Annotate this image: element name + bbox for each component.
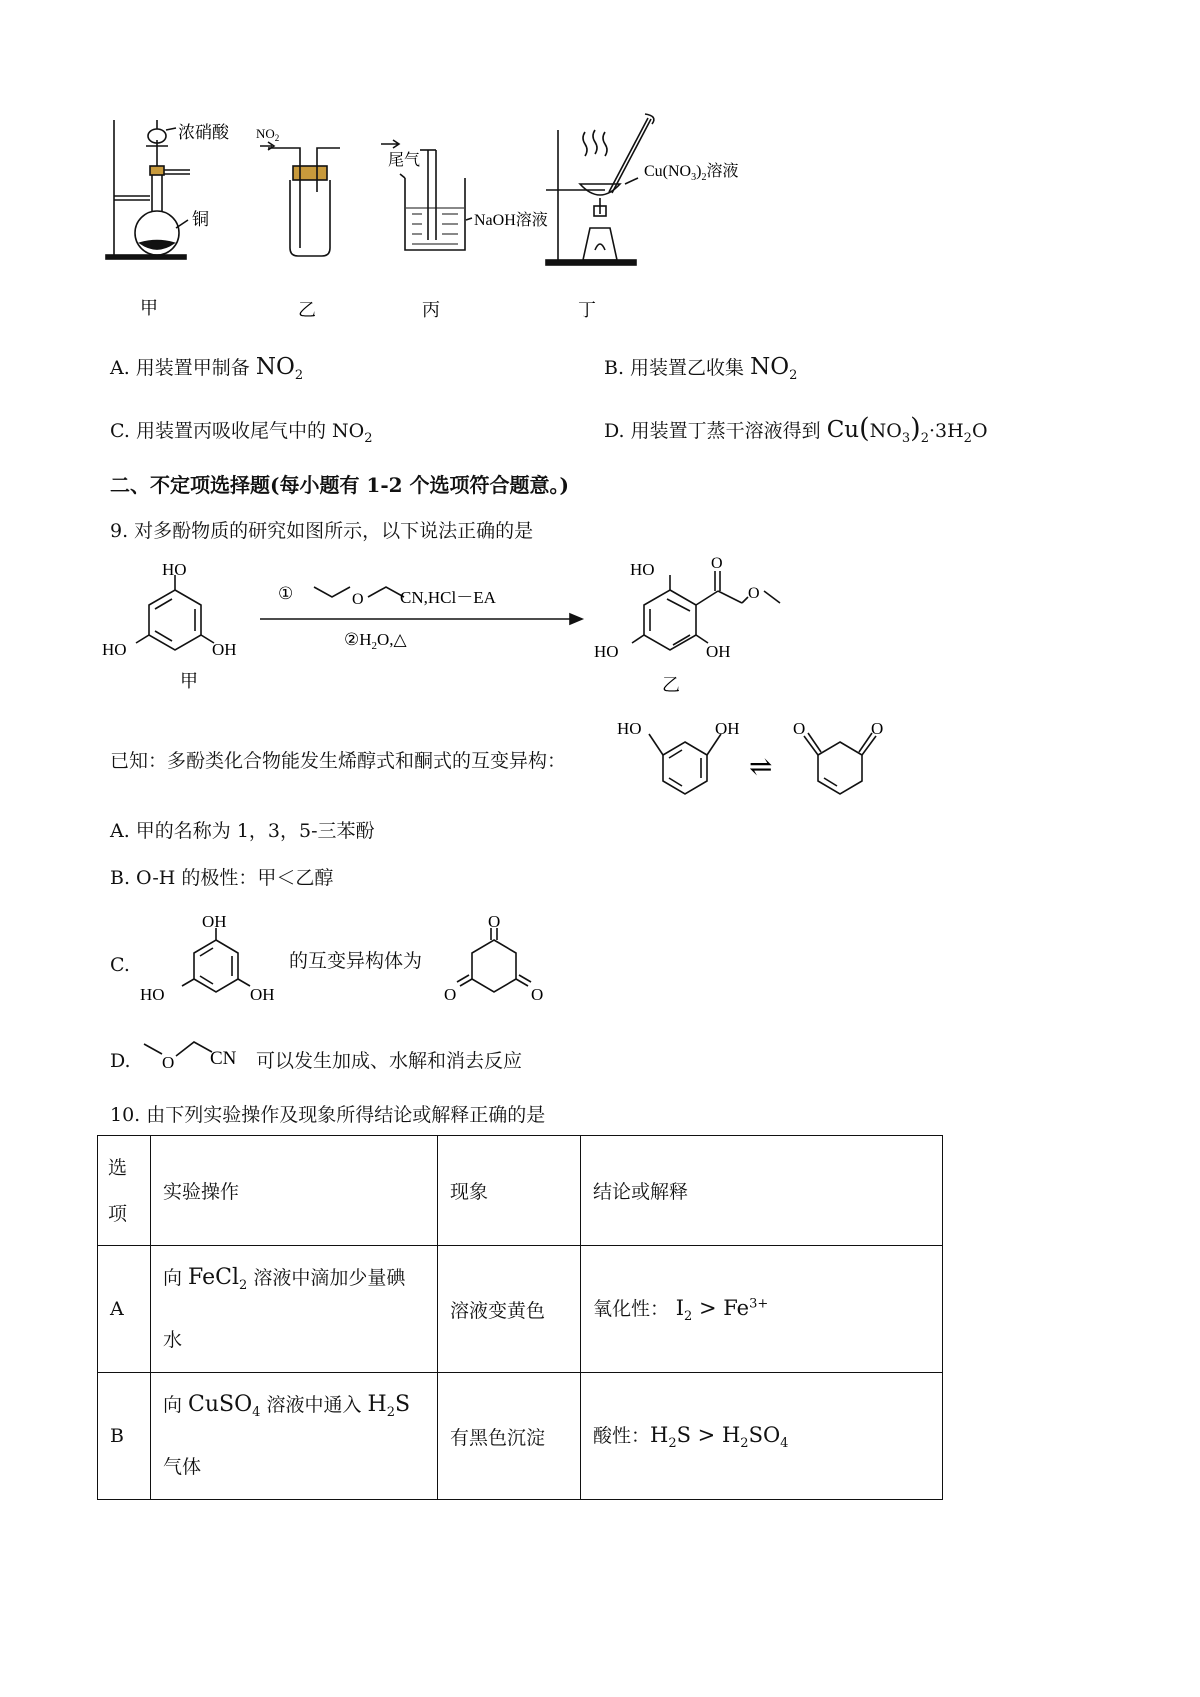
row-a-operation: 向 FeCl$_2$ 溶液中滴加少量碘 水	[151, 1246, 438, 1373]
apparatus-ding	[546, 114, 654, 265]
label-naoh-solution: NaOH溶液	[474, 212, 548, 229]
yi-carbonyl-o: O	[711, 555, 723, 572]
c-oh-top: OH	[202, 912, 227, 931]
table-header-row	[98, 1136, 943, 1246]
header-operation: 实验操作	[151, 1136, 438, 1246]
apparatus-name-bing: 丙	[422, 300, 440, 320]
q9-known: 已知：多酚类化合物能发生烯醇式和酮式的互变异构：	[110, 750, 567, 772]
table-row	[98, 1246, 943, 1373]
q10-stem: 10. 由下列实验操作及现象所得结论或解释正确的是	[110, 1104, 546, 1126]
section-2-title: 二、不定项选择题(每小题有 1-2 个选项符合题意。)	[110, 473, 569, 497]
step1-number: ①	[278, 584, 294, 603]
table-row	[98, 1373, 943, 1500]
taut-oh-right: OH	[715, 719, 740, 738]
structure-jia	[136, 575, 214, 650]
q8-option-c: C. 用装置丙吸收尾气中的 $NO_2$	[110, 420, 373, 446]
yi-name: 乙	[662, 675, 680, 695]
q9-option-c-label: C.	[110, 954, 130, 976]
label-copper: 铜	[192, 210, 209, 229]
step1-reagent: CN,HCl－EA	[400, 588, 496, 607]
row-a-conclusion: 氧化性： $I_2 > Fe^{3+}$	[581, 1246, 943, 1373]
jia-name: 甲	[180, 671, 198, 691]
label-no2-in: $NO_2$	[256, 126, 280, 143]
trione-o-right: O	[531, 985, 544, 1004]
label-cu-no3-solution: $Cu(NO_3)_2$溶液	[644, 163, 739, 183]
q8-option-b: B. 用装置乙收集 $NO_2$	[604, 354, 798, 383]
apparatus-yi	[260, 142, 340, 256]
row-b-id: B	[98, 1373, 151, 1500]
q8-option-d: D. 用装置丁蒸干溶液得到 $Cu(NO_3)_2\cdot 3H_2O$	[604, 413, 988, 446]
q9-option-b: B. O-H 的极性：甲＜乙醇	[110, 867, 334, 889]
step2-conditions: $②H_2O,\triangle$	[344, 630, 407, 652]
q9-option-c-text: 的互变异构体为	[289, 950, 423, 972]
row-b-conclusion: 酸性：$H_2S > H_2SO_4$	[581, 1373, 943, 1500]
q9-option-d-text: 可以发生加成、水解和消去反应	[256, 1050, 523, 1072]
yi-ether-o: O	[748, 585, 760, 602]
yi-ho-left: HO	[594, 642, 619, 661]
apparatus-name-ding: 丁	[578, 300, 596, 320]
row-b-phenomenon: 有黑色沉淀	[438, 1373, 581, 1500]
header-conclusion: 结论或解释	[581, 1136, 943, 1246]
taut-ho-left: HO	[617, 719, 642, 738]
taut-o-left: O	[793, 719, 806, 738]
c-oh-right: OH	[250, 985, 275, 1004]
label-conc-nitric-acid: 浓硝酸	[178, 123, 229, 142]
q9-reaction-scheme	[100, 555, 860, 705]
header-option: 选 项	[98, 1136, 151, 1246]
q9-option-d-label: D.	[110, 1050, 131, 1072]
row-a-id: A	[98, 1246, 151, 1373]
jia-ho-left: HO	[102, 640, 127, 659]
jia-ho-top: HO	[162, 560, 187, 579]
q8-option-a: A. 用装置甲制备 $NO_2$	[110, 354, 304, 383]
taut-o-right: O	[871, 719, 884, 738]
apparatus-name-jia: 甲	[140, 298, 158, 318]
q10-table	[97, 1135, 943, 1500]
apparatus-name-yi: 乙	[298, 300, 316, 320]
q9-option-a: A. 甲的名称为 1，3，5-三苯酚	[110, 820, 375, 842]
option-c-trione	[436, 912, 556, 1012]
d-cn: CN	[210, 1048, 237, 1069]
option-c-phloroglucinol	[138, 912, 298, 1012]
trione-o-top: O	[488, 912, 501, 931]
header-phenomenon: 现象	[438, 1136, 581, 1246]
structure-yi	[632, 571, 780, 650]
row-b-operation: 向 CuSO$_4$ 溶液中通入 $H_2S$ 气体	[151, 1373, 438, 1500]
c-ho-left: HO	[140, 985, 165, 1004]
apparatus-figure	[100, 110, 860, 330]
q9-stem: 9. 对多酚物质的研究如图所示，以下说法正确的是	[110, 520, 534, 542]
jia-oh-right: OH	[212, 640, 237, 659]
label-tail-gas: 尾气	[388, 152, 421, 169]
yi-ho-top: HO	[630, 560, 655, 579]
option-d-methoxyacetonitrile	[140, 1036, 260, 1076]
d-ether-o: O	[162, 1053, 175, 1072]
yi-oh-right: OH	[706, 642, 731, 661]
equilibrium-arrow: ⇌	[749, 752, 773, 783]
tautomer-scheme	[615, 712, 935, 802]
trione-o-left: O	[444, 985, 457, 1004]
step1-oxygen: O	[352, 591, 364, 608]
row-a-phenomenon: 溶液变黄色	[438, 1246, 581, 1373]
